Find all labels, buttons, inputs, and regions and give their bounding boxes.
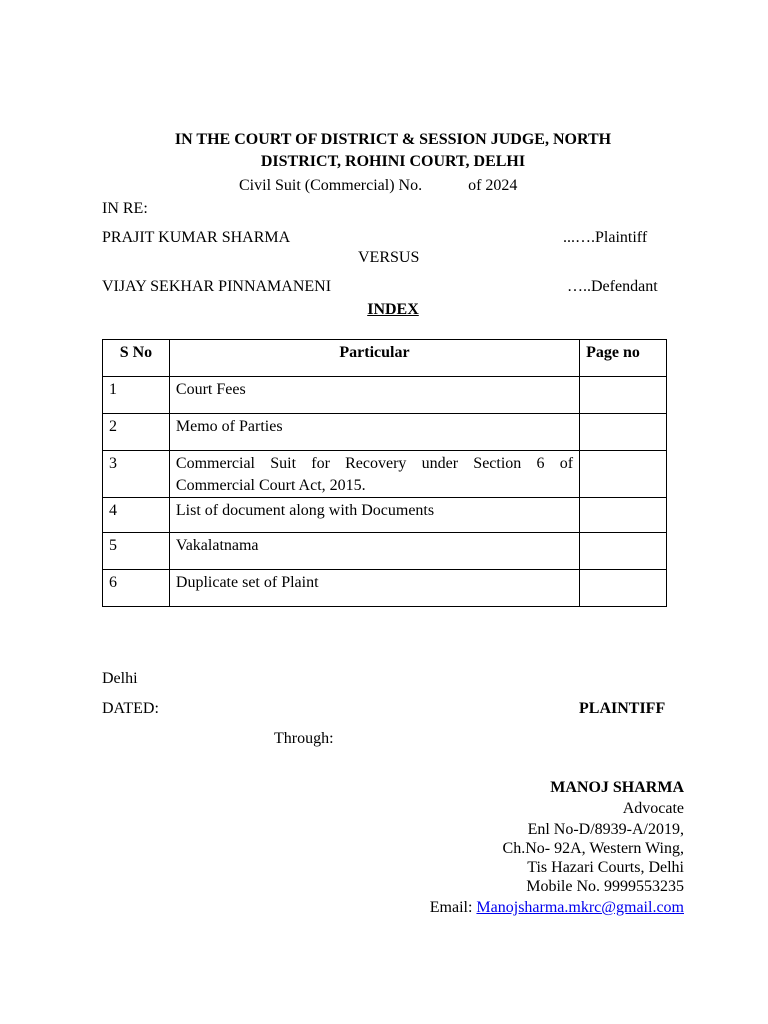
court-title-line-2: DISTRICT, ROHINI COURT, DELHI <box>260 153 526 170</box>
table-row <box>103 451 667 498</box>
index-table <box>102 339 667 607</box>
table-row <box>103 533 667 570</box>
plaintiff-role: ...….Plaintiff <box>563 229 648 246</box>
row-sno: 5 <box>103 533 170 570</box>
email-link[interactable]: Manojsharma.mkrc@gmail.com <box>476 899 684 916</box>
row-page-no <box>580 570 667 607</box>
row-sno: 4 <box>103 498 170 533</box>
place-label: Delhi <box>102 670 138 687</box>
column-header-particular: Particular <box>169 340 579 377</box>
suit-number-year: of 2024 <box>468 177 518 194</box>
row-sno: 2 <box>103 414 170 451</box>
advocate-enrolment: Enl No-D/8939-A/2019, <box>527 821 684 838</box>
in-re-label: IN RE: <box>102 200 148 217</box>
row-sno: 6 <box>103 570 170 607</box>
defendant-name: VIJAY SEKHAR PINNAMANENI <box>102 278 332 295</box>
column-header-page-no: Page no <box>580 340 667 377</box>
versus-label: VERSUS <box>358 249 420 266</box>
through-label: Through: <box>274 730 334 747</box>
advocate-chamber: Ch.No- 92A, Western Wing, <box>502 840 684 857</box>
table-row <box>103 377 667 414</box>
row-particular: Court Fees <box>169 377 579 414</box>
table-row <box>103 498 667 533</box>
email-label: Email: <box>429 899 477 916</box>
row-particular: Memo of Parties <box>169 414 579 451</box>
row-page-no <box>580 377 667 414</box>
advocate-mobile: Mobile No. 9999553235 <box>526 878 684 895</box>
row-sno: 3 <box>103 451 170 498</box>
plaintiff-name: PRAJIT KUMAR SHARMA <box>102 229 291 246</box>
table-header-row <box>103 340 667 377</box>
table-row <box>103 570 667 607</box>
plaintiff-signature-label: PLAINTIFF <box>579 700 666 717</box>
defendant-role: …..Defendant <box>567 278 658 295</box>
court-title-line-1: IN THE COURT OF DISTRICT & SESSION JUDGE, NORTH <box>174 131 612 148</box>
index-heading: INDEX <box>367 301 419 318</box>
row-page-no <box>580 498 667 533</box>
suit-number-prefix: Civil Suit (Commercial) No. <box>239 177 423 194</box>
advocate-email-line <box>430 899 684 917</box>
row-sno: 1 <box>103 377 170 414</box>
table-row <box>103 414 667 451</box>
suit-number-line <box>239 177 517 195</box>
row-particular: Duplicate set of Plaint <box>169 570 579 607</box>
row-page-no <box>580 451 667 498</box>
advocate-name: MANOJ SHARMA <box>550 779 684 796</box>
row-particular: List of document along with Documents <box>169 498 579 533</box>
row-particular: Vakalatnama <box>169 533 579 570</box>
advocate-court: Tis Hazari Courts, Delhi <box>527 859 684 876</box>
row-particular: Commercial Suit for Recovery under Section 6 of Commercial Court Act, 2015. <box>169 451 579 498</box>
column-header-sno: S No <box>103 340 170 377</box>
row-page-no <box>580 533 667 570</box>
row-page-no <box>580 414 667 451</box>
dated-label: DATED: <box>102 700 159 717</box>
advocate-title: Advocate <box>622 800 684 817</box>
